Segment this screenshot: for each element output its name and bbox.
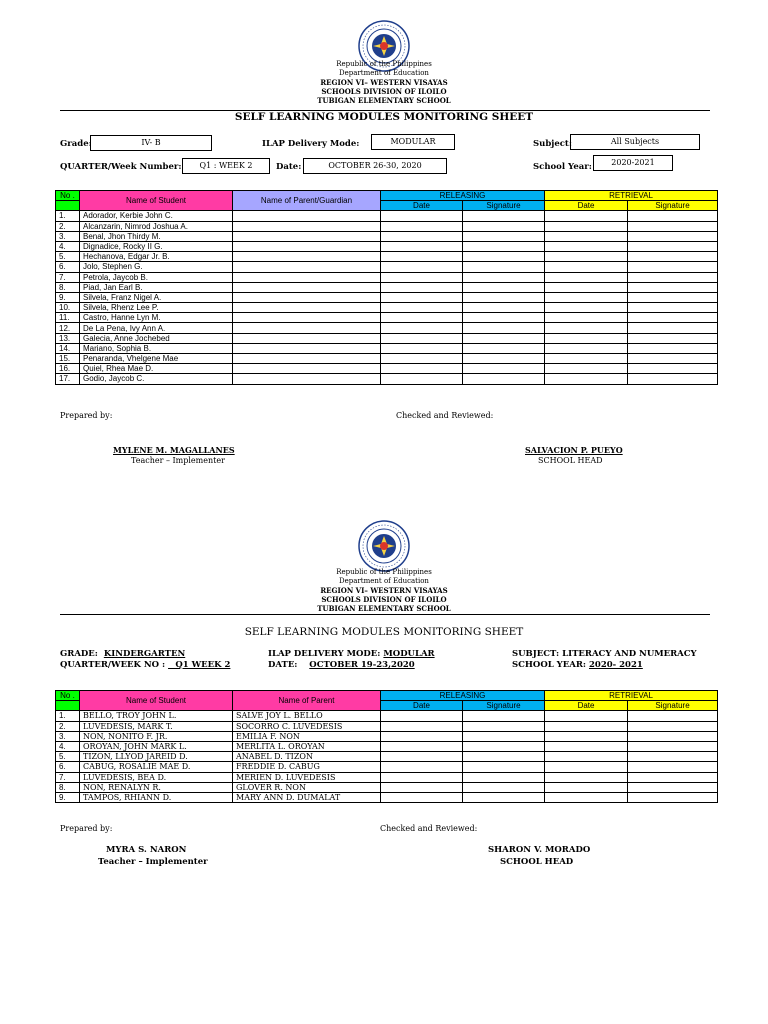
row-no: 5. xyxy=(56,752,80,762)
retrieval-signature-cell xyxy=(628,762,718,772)
subject-label: Subject: xyxy=(533,139,572,149)
releasing-signature-cell xyxy=(463,782,545,792)
parent-name xyxy=(233,241,381,251)
retrieval-signature-cell xyxy=(628,313,718,323)
quarter-label: QUARTER/WEEK NO : _ Q1 WEEK 2 xyxy=(60,660,231,670)
retrieval-date-cell xyxy=(545,272,628,282)
releasing-signature-cell xyxy=(463,741,545,751)
checked-by-label: Checked and Reviewed: xyxy=(380,824,478,833)
retrieval-date-cell xyxy=(545,333,628,343)
parent-name: EMILIA F. NON xyxy=(233,731,381,741)
table-row xyxy=(56,252,718,262)
retrieval-signature-cell xyxy=(628,721,718,731)
table-row xyxy=(56,231,718,241)
date-label: Date: xyxy=(276,162,302,172)
header-department: Department of Education xyxy=(339,69,429,77)
table-row xyxy=(56,343,718,353)
grade-label: GRADE: KINDERGARTEN xyxy=(60,649,186,659)
col-retrieval-date: Date xyxy=(545,201,628,211)
retrieval-signature-cell xyxy=(628,782,718,792)
col-releasing-signature: Signature xyxy=(463,201,545,211)
retrieval-signature-cell xyxy=(628,364,718,374)
retrieval-signature-cell xyxy=(628,252,718,262)
parent-name xyxy=(233,292,381,302)
parent-name xyxy=(233,364,381,374)
retrieval-date-cell xyxy=(545,782,628,792)
row-no: 1. xyxy=(56,211,80,221)
col-releasing-date: Date xyxy=(381,701,463,711)
row-no: 2. xyxy=(56,221,80,231)
row-no: 11. xyxy=(56,313,80,323)
parent-name xyxy=(233,374,381,384)
table-row xyxy=(56,272,718,282)
quarter-value: Q1 : WEEK 2 xyxy=(182,158,270,174)
retrieval-signature-cell xyxy=(628,792,718,802)
releasing-date-cell xyxy=(381,752,463,762)
parent-name xyxy=(233,231,381,241)
student-name: NON, NONITO F. JR. xyxy=(80,731,233,741)
school-year-value: 2020-2021 xyxy=(593,155,673,171)
releasing-date-cell xyxy=(381,211,463,221)
retrieval-signature-cell xyxy=(628,211,718,221)
sheet2-table xyxy=(55,690,718,803)
retrieval-date-cell xyxy=(545,323,628,333)
student-name: Silvela, Franz Nigel A. xyxy=(80,292,233,302)
releasing-signature-cell xyxy=(463,313,545,323)
col-name-header: Name of Student xyxy=(80,191,233,211)
retrieval-signature-cell xyxy=(628,323,718,333)
student-name: BELLO, TROY JOHN L. xyxy=(80,711,233,721)
releasing-signature-cell xyxy=(463,323,545,333)
deped-seal-icon xyxy=(358,520,410,572)
table-row xyxy=(56,731,718,741)
header-divider xyxy=(60,614,710,615)
row-no: 1. xyxy=(56,711,80,721)
releasing-date-cell xyxy=(381,323,463,333)
table-row xyxy=(56,333,718,343)
retrieval-date-cell xyxy=(545,741,628,751)
table-row xyxy=(56,762,718,772)
student-name: Jolo, Stephen G. xyxy=(80,262,233,272)
retrieval-signature-cell xyxy=(628,741,718,751)
parent-name xyxy=(233,221,381,231)
table-row xyxy=(56,313,718,323)
releasing-date-cell xyxy=(381,711,463,721)
row-no: 3. xyxy=(56,231,80,241)
releasing-date-cell xyxy=(381,313,463,323)
parent-name: SOCORRO C. LUVEDESIS xyxy=(233,721,381,731)
releasing-signature-cell xyxy=(463,221,545,231)
col-no-header: No . xyxy=(56,691,80,701)
col-name-header: Name of Student xyxy=(80,691,233,711)
sheet2-letterhead xyxy=(0,568,768,613)
table-row xyxy=(56,262,718,272)
header-republic: Republic of the Philippines xyxy=(336,60,432,68)
row-no: 15. xyxy=(56,354,80,364)
sheet1-table xyxy=(55,190,718,385)
releasing-signature-cell xyxy=(463,772,545,782)
table-row xyxy=(56,782,718,792)
table-row xyxy=(56,292,718,302)
row-no: 10. xyxy=(56,303,80,313)
retrieval-date-cell xyxy=(545,364,628,374)
student-name: CABUG, ROSALIE MAE D. xyxy=(80,762,233,772)
releasing-date-cell xyxy=(381,731,463,741)
retrieval-date-cell xyxy=(545,792,628,802)
releasing-signature-cell xyxy=(463,241,545,251)
retrieval-date-cell xyxy=(545,231,628,241)
releasing-signature-cell xyxy=(463,711,545,721)
releasing-date-cell xyxy=(381,282,463,292)
student-name: NON, RENALYN R. xyxy=(80,782,233,792)
releasing-signature-cell xyxy=(463,752,545,762)
subject-label: SUBJECT: LITERACY AND NUMERACY xyxy=(512,649,697,659)
student-name: Galecia, Anne Jochebed xyxy=(80,333,233,343)
releasing-date-cell xyxy=(381,303,463,313)
col-retrieval-signature: Signature xyxy=(628,701,718,711)
parent-name xyxy=(233,323,381,333)
parent-name: MERLITA L. OROYAN xyxy=(233,741,381,751)
retrieval-date-cell xyxy=(545,211,628,221)
releasing-signature-cell xyxy=(463,354,545,364)
student-name: Piad, Jan Earl B. xyxy=(80,282,233,292)
parent-name xyxy=(233,282,381,292)
releasing-date-cell xyxy=(381,221,463,231)
releasing-signature-cell xyxy=(463,721,545,731)
row-no: 6. xyxy=(56,262,80,272)
teacher-role: Teacher – Implementer xyxy=(98,857,208,867)
school-year-value: 2020- 2021 xyxy=(589,660,643,670)
retrieval-signature-cell xyxy=(628,731,718,741)
releasing-signature-cell xyxy=(463,282,545,292)
col-releasing-date: Date xyxy=(381,201,463,211)
table-row xyxy=(56,772,718,782)
parent-name: SALVE JOY L. BELLO xyxy=(233,711,381,721)
releasing-date-cell xyxy=(381,262,463,272)
col-parent-header: Name of Parent/Guardian xyxy=(233,191,381,211)
quarter-label: QUARTER/Week Number: xyxy=(60,162,182,172)
retrieval-signature-cell xyxy=(628,772,718,782)
retrieval-date-cell xyxy=(545,354,628,364)
releasing-date-cell xyxy=(381,333,463,343)
row-no: 17. xyxy=(56,374,80,384)
retrieval-signature-cell xyxy=(628,711,718,721)
retrieval-signature-cell xyxy=(628,343,718,353)
student-name: LUVEDESIS, BEA D. xyxy=(80,772,233,782)
retrieval-signature-cell xyxy=(628,374,718,384)
sheet1-letterhead xyxy=(0,60,768,105)
student-name: Mariano, Sophia B. xyxy=(80,343,233,353)
table-row xyxy=(56,792,718,802)
col-releasing-header: RELEASING xyxy=(381,191,545,201)
table-row xyxy=(56,211,718,221)
student-name: Adorador, Kerbie John C. xyxy=(80,211,233,221)
releasing-date-cell xyxy=(381,343,463,353)
retrieval-date-cell xyxy=(545,292,628,302)
releasing-date-cell xyxy=(381,792,463,802)
teacher-name: MYLENE M. MAGALLANES xyxy=(113,445,235,455)
sheet2-title: SELF LEARNING MODULES MONITORING SHEET xyxy=(244,626,524,638)
header-division: SCHOOLS DIVISION OF ILOILO xyxy=(321,595,447,604)
col-no-header-cont xyxy=(56,201,80,211)
subject-value: LITERACY AND NUMERACY xyxy=(562,649,697,659)
releasing-signature-cell xyxy=(463,231,545,241)
releasing-signature-cell xyxy=(463,292,545,302)
row-no: 13. xyxy=(56,333,80,343)
table-row xyxy=(56,374,718,384)
releasing-date-cell xyxy=(381,782,463,792)
retrieval-signature-cell xyxy=(628,282,718,292)
retrieval-date-cell xyxy=(545,313,628,323)
parent-name xyxy=(233,211,381,221)
retrieval-date-cell xyxy=(545,762,628,772)
releasing-date-cell xyxy=(381,292,463,302)
student-name: LUVEDESIS, MARK T. xyxy=(80,721,233,731)
releasing-signature-cell xyxy=(463,731,545,741)
col-parent-header: Name of Parent xyxy=(233,691,381,711)
releasing-signature-cell xyxy=(463,272,545,282)
student-name: Quiel, Rhea Mae D. xyxy=(80,364,233,374)
retrieval-date-cell xyxy=(545,241,628,251)
ilap-label: ILAP Delivery Mode: xyxy=(262,139,360,149)
teacher-role: Teacher – Implementer xyxy=(131,456,225,465)
parent-name: GLOVER R. NON xyxy=(233,782,381,792)
sheet1-title: SELF LEARNING MODULES MONITORING SHEET xyxy=(234,111,534,123)
retrieval-signature-cell xyxy=(628,333,718,343)
date-value: OCTOBER 26-30, 2020 xyxy=(303,158,447,174)
header-school: TUBIGAN ELEMENTARY SCHOOL xyxy=(317,96,451,105)
table-row xyxy=(56,303,718,313)
releasing-date-cell xyxy=(381,772,463,782)
student-name: De La Pena, Ivy Ann A. xyxy=(80,323,233,333)
header-republic: Republic of the Philippines xyxy=(336,568,432,576)
row-no: 8. xyxy=(56,282,80,292)
retrieval-date-cell xyxy=(545,711,628,721)
retrieval-date-cell xyxy=(545,343,628,353)
releasing-date-cell xyxy=(381,721,463,731)
school-year-label: SCHOOL YEAR: 2020- 2021 xyxy=(512,660,643,670)
retrieval-date-cell xyxy=(545,731,628,741)
head-role: SCHOOL HEAD xyxy=(538,456,603,465)
row-no: 4. xyxy=(56,741,80,751)
parent-name xyxy=(233,303,381,313)
grade-value: KINDERGARTEN xyxy=(103,649,186,659)
student-name: Penaranda, Vhelgene Mae xyxy=(80,354,233,364)
head-name: SALVACION P. PUEYO xyxy=(525,445,623,455)
table-row xyxy=(56,241,718,251)
parent-name xyxy=(233,313,381,323)
ilap-value: MODULAR xyxy=(383,649,435,659)
student-name: Castro, Hanne Lyn M. xyxy=(80,313,233,323)
ilap-value: MODULAR xyxy=(371,134,455,150)
grade-value: IV- B xyxy=(90,135,212,151)
table-row xyxy=(56,221,718,231)
row-no: 14. xyxy=(56,343,80,353)
teacher-name: MYRA S. NARON xyxy=(106,845,187,855)
parent-name xyxy=(233,354,381,364)
row-no: 8. xyxy=(56,782,80,792)
retrieval-signature-cell xyxy=(628,292,718,302)
student-name: TIZON, LLYOD JAREID D. xyxy=(80,752,233,762)
table-row xyxy=(56,721,718,731)
retrieval-signature-cell xyxy=(628,303,718,313)
retrieval-signature-cell xyxy=(628,262,718,272)
checked-by-label: Checked and Reviewed: xyxy=(396,411,494,420)
releasing-date-cell xyxy=(381,252,463,262)
row-no: 9. xyxy=(56,292,80,302)
ilap-label: ILAP DELIVERY MODE: MODULAR xyxy=(268,649,435,659)
student-name: Petrola, Jaycob B. xyxy=(80,272,233,282)
row-no: 2. xyxy=(56,721,80,731)
col-retrieval-header: RETRIEVAL xyxy=(545,191,718,201)
releasing-date-cell xyxy=(381,241,463,251)
parent-name xyxy=(233,262,381,272)
subject-value: All Subjects xyxy=(570,134,700,150)
col-no-header-cont xyxy=(56,701,80,711)
student-name: Dignadice, Rocky II G. xyxy=(80,241,233,251)
row-no: 3. xyxy=(56,731,80,741)
row-no: 5. xyxy=(56,252,80,262)
releasing-date-cell xyxy=(381,231,463,241)
parent-name xyxy=(233,343,381,353)
table-row xyxy=(56,282,718,292)
student-name: Benal, Jhon Thirdy M. xyxy=(80,231,233,241)
releasing-date-cell xyxy=(381,364,463,374)
student-name: Alcanzarin, Nimrod Joshua A. xyxy=(80,221,233,231)
releasing-date-cell xyxy=(381,354,463,364)
header-school: TUBIGAN ELEMENTARY SCHOOL xyxy=(317,604,451,613)
parent-name: MARY ANN D. DUMALAT xyxy=(233,792,381,802)
parent-name: FREDDIE D. CABUG xyxy=(233,762,381,772)
retrieval-date-cell xyxy=(545,303,628,313)
releasing-date-cell xyxy=(381,762,463,772)
retrieval-date-cell xyxy=(545,262,628,272)
parent-name xyxy=(233,272,381,282)
releasing-signature-cell xyxy=(463,303,545,313)
retrieval-signature-cell xyxy=(628,354,718,364)
releasing-date-cell xyxy=(381,272,463,282)
releasing-signature-cell xyxy=(463,792,545,802)
releasing-date-cell xyxy=(381,741,463,751)
retrieval-signature-cell xyxy=(628,221,718,231)
row-no: 6. xyxy=(56,762,80,772)
grade-label: Grade: xyxy=(60,139,92,149)
col-releasing-signature: Signature xyxy=(463,701,545,711)
parent-name: ANABEL D. TIZON xyxy=(233,752,381,762)
date-value: OCTOBER 19-23,2020 xyxy=(309,660,415,670)
header-department: Department of Education xyxy=(339,577,429,585)
retrieval-signature-cell xyxy=(628,752,718,762)
releasing-signature-cell xyxy=(463,262,545,272)
table-row xyxy=(56,752,718,762)
table-row xyxy=(56,323,718,333)
row-no: 4. xyxy=(56,241,80,251)
col-retrieval-date: Date xyxy=(545,701,628,711)
student-name: OROYAN, JOHN MARK L. xyxy=(80,741,233,751)
releasing-signature-cell xyxy=(463,252,545,262)
releasing-signature-cell xyxy=(463,364,545,374)
prepared-by-label: Prepared by: xyxy=(60,824,113,833)
retrieval-date-cell xyxy=(545,721,628,731)
table-row xyxy=(56,741,718,751)
row-no: 16. xyxy=(56,364,80,374)
releasing-signature-cell xyxy=(463,762,545,772)
col-no-header: No . xyxy=(56,191,80,201)
releasing-signature-cell xyxy=(463,343,545,353)
header-region: REGION VI– WESTERN VISAYAS xyxy=(320,586,448,595)
student-name: Hechanova, Edgar Jr. B. xyxy=(80,252,233,262)
row-no: 12. xyxy=(56,323,80,333)
date-label: DATE: OCTOBER 19-23,2020 xyxy=(268,660,415,670)
head-name: SHARON V. MORADO xyxy=(488,845,591,855)
student-name: Godio, Jaycob C. xyxy=(80,374,233,384)
releasing-signature-cell xyxy=(463,211,545,221)
student-name: TAMPOS, RHIANN D. xyxy=(80,792,233,802)
prepared-by-label: Prepared by: xyxy=(60,411,113,420)
retrieval-date-cell xyxy=(545,282,628,292)
parent-name xyxy=(233,252,381,262)
parent-name xyxy=(233,333,381,343)
table-row xyxy=(56,711,718,721)
retrieval-date-cell xyxy=(545,374,628,384)
student-name: Silvela, Rhenz Lee P. xyxy=(80,303,233,313)
row-no: 9. xyxy=(56,792,80,802)
table-row xyxy=(56,354,718,364)
header-region: REGION VI– WESTERN VISAYAS xyxy=(320,78,448,87)
retrieval-date-cell xyxy=(545,752,628,762)
retrieval-date-cell xyxy=(545,252,628,262)
school-year-label: School Year: xyxy=(533,162,592,172)
releasing-signature-cell xyxy=(463,333,545,343)
col-retrieval-header: RETRIEVAL xyxy=(545,691,718,701)
retrieval-date-cell xyxy=(545,772,628,782)
parent-name: MERIEN D. LUVEDESIS xyxy=(233,772,381,782)
col-retrieval-signature: Signature xyxy=(628,201,718,211)
releasing-signature-cell xyxy=(463,374,545,384)
row-no: 7. xyxy=(56,772,80,782)
header-division: SCHOOLS DIVISION OF ILOILO xyxy=(321,87,447,96)
head-role: SCHOOL HEAD xyxy=(500,857,574,867)
quarter-value: _ Q1 WEEK 2 xyxy=(168,660,231,670)
row-no: 7. xyxy=(56,272,80,282)
retrieval-signature-cell xyxy=(628,272,718,282)
col-releasing-header: RELEASING xyxy=(381,691,545,701)
retrieval-signature-cell xyxy=(628,231,718,241)
table-row xyxy=(56,364,718,374)
retrieval-date-cell xyxy=(545,221,628,231)
releasing-date-cell xyxy=(381,374,463,384)
retrieval-signature-cell xyxy=(628,241,718,251)
